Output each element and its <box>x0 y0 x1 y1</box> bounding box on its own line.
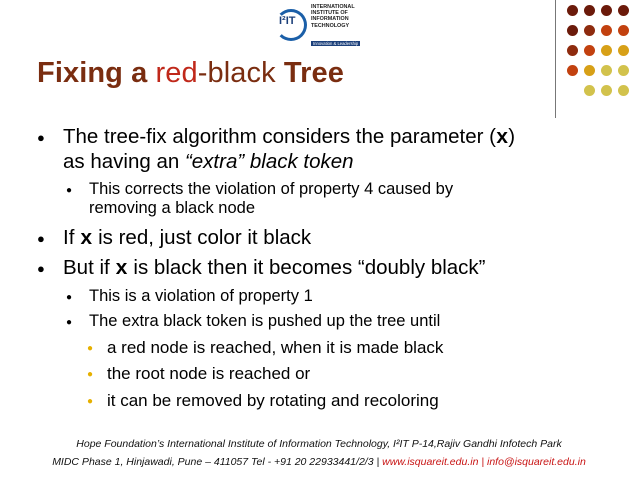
param-x: x <box>495 127 509 150</box>
bullet-if-red <box>63 226 311 251</box>
bullet-text: The tree-fix algorithm considers the parameter ( <box>63 125 496 148</box>
dot <box>601 85 612 96</box>
param-x: x <box>80 228 93 251</box>
dot <box>601 45 612 56</box>
logo-text <box>311 4 381 29</box>
sub-sub-bullet: ● a red node is reached, when it is made black <box>107 338 443 358</box>
bullet-text: as having an <box>63 150 185 173</box>
dot <box>601 5 612 16</box>
title-part: -black <box>197 57 284 89</box>
dot <box>618 5 629 16</box>
bullet-line <box>63 150 515 173</box>
title-part: Fixing a <box>37 57 156 89</box>
decorative-dot-grid <box>567 5 637 115</box>
sub-bullet-corrects <box>89 180 453 218</box>
sub-sub-bullet: ● it can be removed by rotating and recoloring <box>107 391 439 411</box>
bullet-line: ● This corrects the violation of property 4 caused by <box>89 180 454 198</box>
title-red-word: red <box>155 57 198 89</box>
bullet-text: If <box>63 226 81 249</box>
title-part: Tree <box>283 57 344 89</box>
bullet-text: But if <box>63 256 116 279</box>
dot <box>584 85 595 96</box>
param-x: x <box>115 258 128 281</box>
sub-bullet-violation: ● This is a violation of property 1 <box>89 287 313 306</box>
dot <box>601 25 612 36</box>
dot <box>567 25 578 36</box>
bullet-line: removing a black node <box>89 199 256 217</box>
dot <box>584 45 595 56</box>
sub-bullet-pushed-up: ● The extra black token is pushed up the tree until <box>89 312 440 331</box>
logo-line: INFORMATION <box>311 16 349 23</box>
sub-sub-bullet: ● the root node is reached or <box>107 364 310 384</box>
bullet-emphasis: “extra” black token <box>184 150 354 173</box>
dot <box>618 65 629 76</box>
footer-text: MIDC Phase 1, Hinjawadi, Pune – 411057 Tel - +91 20 22933441/2/3 | <box>52 456 383 468</box>
dot <box>567 65 578 76</box>
bullet-text: is black then it becomes “doubly black” <box>127 256 486 279</box>
email-link[interactable]: info@isquareit.edu.in <box>486 456 586 468</box>
logo-tagline: Innovation & Leadership <box>313 41 359 46</box>
bullet-text: ) <box>508 125 516 148</box>
slide-title <box>37 57 344 90</box>
institute-logo <box>269 3 379 51</box>
dot <box>618 45 629 56</box>
footer-contact <box>0 456 638 468</box>
website-link[interactable]: www.isquareit.edu.in <box>382 456 479 468</box>
dot <box>618 25 629 36</box>
dot <box>618 85 629 96</box>
bullet-tree-fix <box>63 125 515 173</box>
header-divider <box>555 0 556 118</box>
footer-address: Hope Foundation’s International Institute of Information Technology, I²IT P-14,Rajiv Gandhi Infotech Park <box>76 438 562 450</box>
dot <box>584 65 595 76</box>
bullet-if-black <box>63 256 486 281</box>
dot <box>601 65 612 76</box>
logo-line: INSTITUTE OF <box>311 10 348 17</box>
logo-line: INTERNATIONAL <box>311 4 355 10</box>
dot <box>584 25 595 36</box>
logo-mark: I²IT <box>279 15 296 27</box>
bullet-line <box>63 125 515 150</box>
logo-line: TECHNOLOGY <box>311 22 350 29</box>
dot <box>584 5 595 16</box>
bullet-text: is red, just color it black <box>92 226 312 249</box>
footer-separator: | <box>478 456 487 468</box>
dot <box>567 45 578 56</box>
dot <box>567 5 578 16</box>
